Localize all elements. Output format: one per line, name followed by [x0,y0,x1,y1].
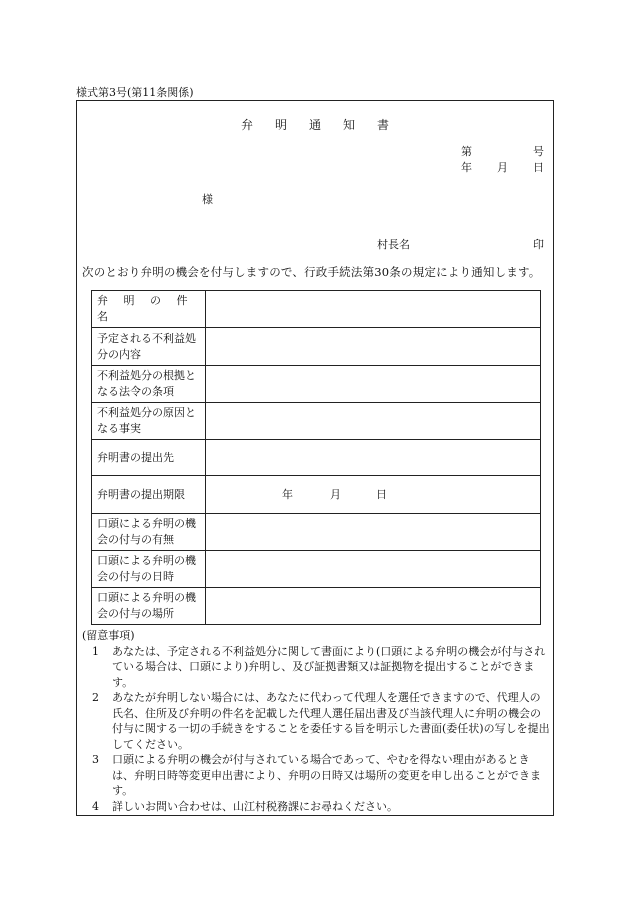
note-item [92,644,550,691]
mayor-label: 村長名 [377,238,410,251]
note-text: 詳しいお問い合わせは、山江村税務課にお尋ねください。 [112,799,398,813]
notice-table [91,290,541,625]
row-label-subject: 弁 明 の 件 名 [92,291,206,328]
row-label-disposition: 予定される不利益処分の内容 [92,328,206,366]
table-row [92,514,541,551]
row-label-oral-availability: 口頭による弁明の機会の付与の有無 [92,514,206,551]
date-month: 月 [497,161,508,174]
table-row [92,403,541,440]
notes-section [82,628,550,814]
note-item [92,799,550,815]
note-item [92,752,550,799]
deadline-year: 年 [282,488,293,501]
row-value-cause [206,403,541,440]
date-day: 日 [533,161,544,174]
deadline-day: 日 [376,488,387,501]
note-number: 3 [92,753,99,766]
table-row [92,291,541,328]
deadline-month: 月 [330,488,341,501]
note-item [92,690,550,752]
note-text: あなたが弁明しない場合には、あなたに代わって代理人を選任できますので、代理人の氏名、住所及び弁明の件名を記載した代理人選任届出書及び当該代理人に弁明の機会の付与に関する一切の手続きをすることを委任する旨を明示した書面(委任状)の写しを提出してください。 [112,691,550,751]
note-number: 1 [92,644,99,658]
note-text: あなたは、予定される不利益処分に関して書面により(口頭による弁明の機会が付与されている場合は、口頭により)弁明し、及び証拠書類又は証拠物を提出することができます。 [112,644,546,689]
number-prefix: 第 [461,145,472,158]
row-value-legal-basis [206,366,541,403]
form-label: 様式第3号(第11条関係) [76,86,194,99]
row-label-oral-datetime: 口頭による弁明の機会の付与の日時 [92,551,206,588]
row-value-oral-datetime [206,551,541,588]
table-row [92,588,541,625]
table-row [92,366,541,403]
row-label-deadline: 弁明書の提出期限 [92,476,206,514]
seal-mark: 印 [533,238,544,251]
addressee-suffix: 様 [202,193,213,206]
notes-heading: (留意事項) [82,629,135,642]
intro-text: 次のとおり弁明の機会を付与しますので、行政手続法第30条の規定により通知します。 [82,265,541,279]
table-row [92,551,541,588]
row-label-submit-to: 弁明書の提出先 [92,440,206,476]
row-value-disposition [206,328,541,366]
table-row [92,328,541,366]
date-year: 年 [461,161,472,174]
row-label-legal-basis: 不利益処分の根拠となる法令の条項 [92,366,206,403]
note-number: 4 [92,799,99,813]
document-title: 弁明通知書 [240,118,411,132]
table-row [92,440,541,476]
row-label-cause: 不利益処分の原因となる事実 [92,403,206,440]
table-row [92,476,541,514]
note-number: 2 [92,691,99,704]
row-value-deadline [206,476,541,514]
row-value-oral-availability [206,514,541,551]
row-value-oral-place [206,588,541,625]
row-value-submit-to [206,440,541,476]
row-label-oral-place: 口頭による弁明の機会の付与の場所 [92,588,206,625]
row-value-subject [206,291,541,328]
note-text: 口頭による弁明の機会が付与されている場合であって、やむを得ない理由があるときは、弁明日時等変更申出書により、弁明の日時又は場所の変更を申し出ることができます。 [112,753,541,797]
number-suffix: 号 [533,145,544,158]
